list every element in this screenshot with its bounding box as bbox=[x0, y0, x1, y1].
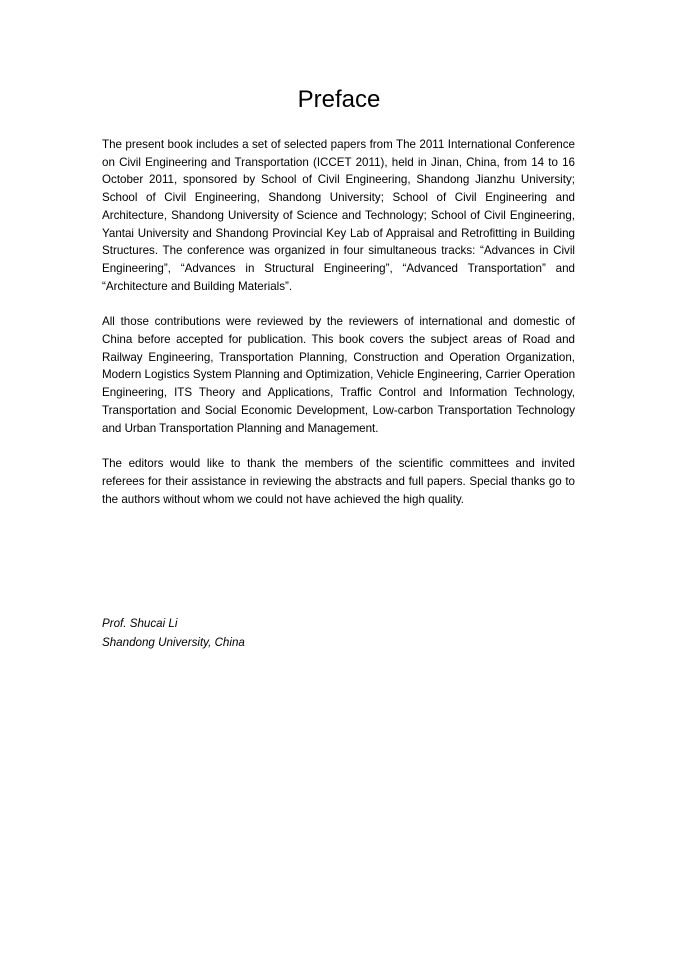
signature-affiliation: Shandong University, China bbox=[102, 636, 245, 649]
paragraph-thanks: The editors would like to thank the members of the scientific committees and invited referees for their assistance in reviewing the abstracts and full papers. Special thanks go to the authors without whom we could not have achieved the high quality. bbox=[102, 457, 575, 506]
preface-body bbox=[102, 136, 575, 526]
signature-block bbox=[102, 614, 575, 652]
paragraph-review: All those contributions were reviewed by the reviewers of international and domestic of China before accepted for publication. This book covers the subject areas of Road and Railway Engineering, Transportation Planning, Construction and Operation Organization, Modern Logistics System Planning and Optimization, Vehicle Engineering, Carrier Operation Engineering, ITS Theory and Applications, Traffic Control and Information Technology, Transportation and Social Economic Development, Low-carbon Transportation Technology and Urban Transportation Planning and Management. bbox=[102, 315, 576, 435]
signature-name: Prof. Shucai Li bbox=[102, 617, 178, 630]
paragraph-intro: The present book includes a set of selected papers from The 2011 International Conference on Civil Engineering and Transportation (ICCET 2011), held in Jinan, China, from 14 to 16 October 2011, sponsored by School of Civil Engineering, Shandong Jianzhu University; School of Civil Engineering, Shandong University; School of Civil Engineering and Architecture, Shandong University of Science and Technology; School of Civil Engineering, Yantai University and Shandong Provincial Key Lab of Appraisal and Retrofitting in Building Structures. The conference was organized in four simultaneous tracks: “Advances in Civil Engineering”, “Advances in Structural Engineering”, “Advanced Transportation” and “Architecture and Building Materials”. bbox=[102, 138, 575, 293]
page-title: Preface bbox=[297, 86, 381, 113]
